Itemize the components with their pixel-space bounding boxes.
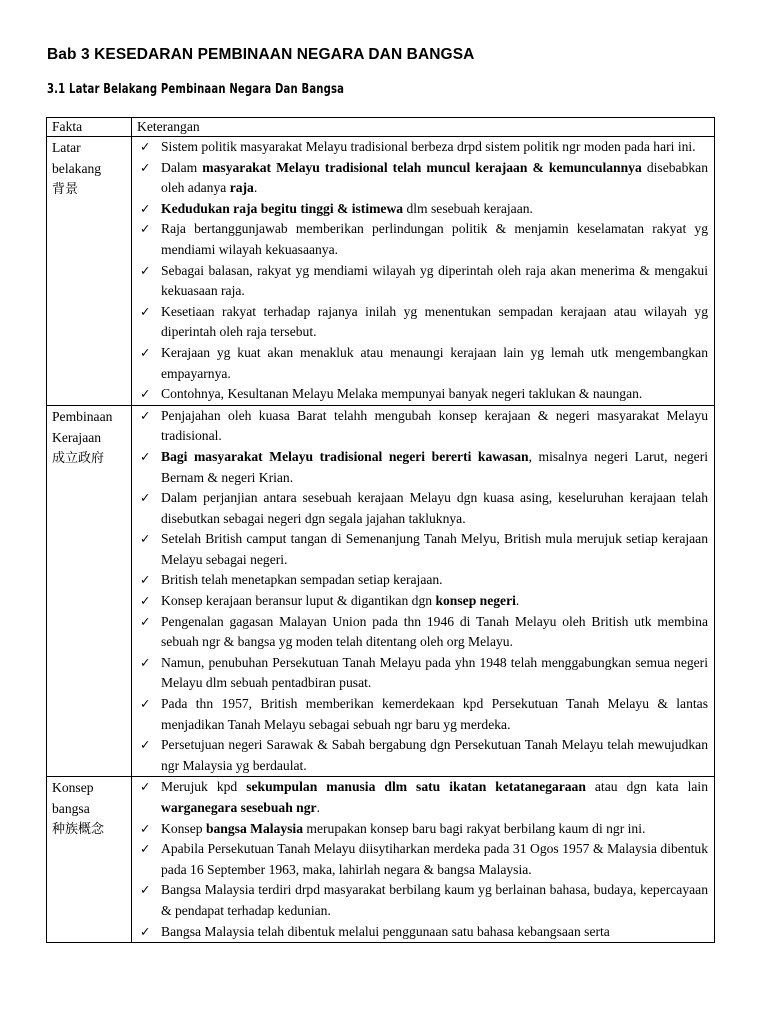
checkmark-icon: ✓	[140, 841, 151, 857]
text-segment: Raja bertanggunjawab memberikan perlindungan politik & menjamin keselamatan rakyat yg mendiami wilayah kekuasaanya.	[161, 221, 708, 257]
bold-text: Bagi masyarakat Melayu tradisional negeri bererti kawasan	[161, 448, 529, 464]
bold-text: sekumpulan manusia dlm satu ikatan ketatanegaraan	[246, 779, 586, 795]
text-segment: Namun, penubuhan Persekutuan Tanah Melayu pada yhn 1948 telah menggabungkan semua negeri Melayu dlm sebuah pentadbiran pusat.	[161, 654, 708, 691]
checkmark-icon: ✓	[140, 490, 151, 506]
description-cell	[132, 137, 715, 406]
list-item	[137, 653, 708, 694]
chapter-title: Bab 3 KESEDARAN PEMBINAAN NEGARA DAN BANGSA	[47, 46, 475, 63]
checkmark-icon: ✓	[140, 882, 151, 898]
checkmark-icon: ✓	[140, 779, 151, 795]
fact-cell	[47, 405, 132, 777]
checkmark-icon: ✓	[140, 696, 151, 712]
checkmark-icon: ✓	[140, 531, 151, 547]
list-item	[137, 199, 708, 220]
bold-text: konsep negeri	[435, 593, 516, 609]
list-item	[137, 570, 708, 591]
checkmark-icon: ✓	[140, 654, 151, 670]
list-item	[137, 819, 708, 840]
checkmark-icon: ✓	[140, 407, 151, 423]
column-header-fakta: Fakta	[47, 118, 132, 137]
checkmark-icon: ✓	[140, 572, 151, 588]
text-segment: Sistem politik masyarakat Melayu tradisional berbeza drpd sistem politik ngr moden pada hari ini.	[161, 139, 696, 154]
text-segment: Dalam perjanjian antara sesebuah kerajaan Melayu dgn kuasa asing, keseluruhan kerajaan telah disebutkan sebagai negeri dgn segala jajahan takluknya.	[161, 490, 708, 526]
fact-label-line: 背景	[52, 182, 79, 197]
list-item	[137, 529, 708, 570]
checkmark-icon: ✓	[140, 593, 151, 609]
list-item	[137, 612, 708, 653]
bold-text: Kedudukan raja begitu tinggi & istimewa	[161, 200, 404, 216]
fact-label-line: Konsep	[52, 780, 94, 796]
fact-label-line: 成立政府	[52, 450, 105, 466]
bold-text: warganegara sesebuah ngr	[161, 800, 317, 815]
text-segment: dlm sesebuah kerajaan.	[403, 200, 533, 216]
table-row	[47, 777, 715, 943]
checkmark-icon: ✓	[140, 159, 151, 175]
checkmark-icon: ✓	[140, 737, 151, 753]
list-item	[137, 384, 708, 405]
fact-cell	[47, 137, 132, 406]
bullet-list	[137, 137, 708, 405]
bold-text: raja	[229, 180, 254, 196]
text-segment: .	[253, 180, 258, 196]
text-segment: Konsep	[161, 820, 206, 836]
bold-text: bangsa Malaysia	[205, 820, 303, 836]
list-item	[137, 261, 708, 302]
fact-label-line: 种族概念	[52, 822, 105, 838]
checkmark-icon: ✓	[140, 448, 151, 464]
checkmark-icon: ✓	[140, 386, 151, 402]
text-segment: Kesetiaan rakyat terhadap rajanya inilah yg menentukan sempadan kerajaan atau wilayah yg diperintah oleh raja tersebut.	[161, 303, 708, 340]
text-segment: disebabkan oleh adanya	[161, 159, 708, 196]
list-item	[137, 922, 708, 943]
list-item	[137, 839, 708, 880]
list-item	[137, 406, 708, 447]
checkmark-icon: ✓	[140, 139, 151, 154]
text-segment: atau dgn kata lain	[585, 779, 708, 795]
checkmark-icon: ✓	[140, 923, 151, 939]
text-segment: Persetujuan negeri Sarawak & Sabah bergabung dgn Persekutuan Tanah Melayu telah mewujudkan ngr Malaysia yg berdaulat.	[161, 737, 708, 773]
text-segment: Penjajahan oleh kuasa Barat telahh mengubah konsep kerajaan & negeri masyarakat Melayu tradisional.	[161, 407, 708, 444]
list-item	[137, 735, 708, 776]
table-header-row	[47, 118, 715, 137]
list-item	[137, 447, 708, 488]
checkmark-icon: ✓	[140, 221, 151, 237]
text-segment: .	[316, 800, 320, 815]
checkmark-icon: ✓	[140, 613, 151, 629]
text-segment: Apabila Persekutuan Tanah Melayu diisytiharkan merdeka pada 31 Ogos 1957 & Malaysia dibentuk pada 16 September 1963, maka, lahirlah negara & bangsa Malaysia.	[161, 841, 708, 877]
text-segment: Setelah British camput tangan di Semenanjung Tanah Melyu, British mula merujuk setiap kerajaan Melayu sebagai negeri.	[161, 531, 708, 567]
bold-text: masyarakat Melayu tradisional telah muncul kerajaan & kemunculannya	[202, 159, 642, 175]
text-segment: .	[515, 593, 520, 609]
text-segment: Bangsa Malaysia terdiri drpd masyarakat berbilang kaum yg berlainan bahasa, budaya, kepercayaan & pendapat terhadap kedunian.	[161, 882, 708, 918]
column-header-keterangan: Keterangan	[132, 118, 715, 137]
text-segment: Dalam	[161, 159, 203, 175]
description-cell	[132, 405, 715, 777]
fact-cell	[47, 777, 132, 943]
table-row	[47, 137, 715, 406]
list-item	[137, 137, 708, 158]
table-row	[47, 405, 715, 777]
list-item	[137, 302, 708, 343]
bullet-list	[137, 406, 708, 777]
list-item	[137, 219, 708, 260]
text-segment: Sebagai balasan, rakyat yg mendiami wilayah yg diperintah oleh raja akan menerima & mengakui kekuasaan raja.	[161, 262, 708, 299]
fact-label-line: Pembinaan	[52, 408, 113, 424]
fact-label-line: belakang	[52, 161, 102, 176]
fact-label-line: bangsa	[52, 801, 90, 817]
list-item	[137, 880, 708, 921]
text-segment: Merujuk kpd	[161, 779, 247, 795]
text-segment: Kerajaan yg kuat akan menakluk atau menaungi kerajaan lain yg lemah utk mengembangkan empayarnya.	[161, 344, 708, 381]
checkmark-icon: ✓	[140, 303, 151, 319]
text-segment: Bangsa Malaysia telah dibentuk melalui penggunaan satu bahasa kebangsaan serta	[161, 923, 610, 939]
bullet-list	[137, 777, 708, 942]
section-heading: 3.1 Latar Belakang Pembinaan Negara Dan Bangsa	[47, 82, 345, 97]
text-segment: Contohnya, Kesultanan Melayu Melaka mempunyai banyak negeri taklukan & naungan.	[161, 386, 643, 402]
fact-label-line: Kerajaan	[52, 429, 102, 445]
checkmark-icon: ✓	[140, 344, 151, 360]
text-segment: Konsep kerajaan beransur luput & digantikan dgn	[161, 593, 436, 609]
description-cell	[132, 777, 715, 943]
text-segment: Pada thn 1957, British memberikan kemerdekaan kpd Persekutuan Tanah Melayu & lantas menjadikan Tanah Melayu sebagai sebuah ngr baru yg merdeka.	[161, 696, 708, 732]
list-item	[137, 488, 708, 529]
text-segment: Pengenalan gagasan Malayan Union pada thn 1946 di Tanah Melayu oleh British utk membina sebuah ngr & bangsa yg moden telah ditentang oleh org Melayu.	[161, 613, 708, 650]
text-segment: , misalnya negeri Larut, negeri Bernam & negeri Krian.	[161, 448, 709, 485]
text-segment: British telah menetapkan sempadan setiap kerajaan.	[161, 572, 443, 588]
checkmark-icon: ✓	[140, 262, 151, 278]
text-segment: merupakan konsep baru bagi rakyat berbilang kaum di ngr ini.	[303, 820, 646, 836]
checkmark-icon: ✓	[140, 820, 151, 836]
list-item	[137, 591, 708, 612]
list-item	[137, 158, 708, 199]
notes-table	[46, 117, 715, 943]
list-item	[137, 343, 708, 384]
list-item	[137, 694, 708, 735]
list-item	[137, 777, 708, 818]
checkmark-icon: ✓	[140, 200, 151, 216]
fact-label-line: Latar	[52, 140, 81, 155]
